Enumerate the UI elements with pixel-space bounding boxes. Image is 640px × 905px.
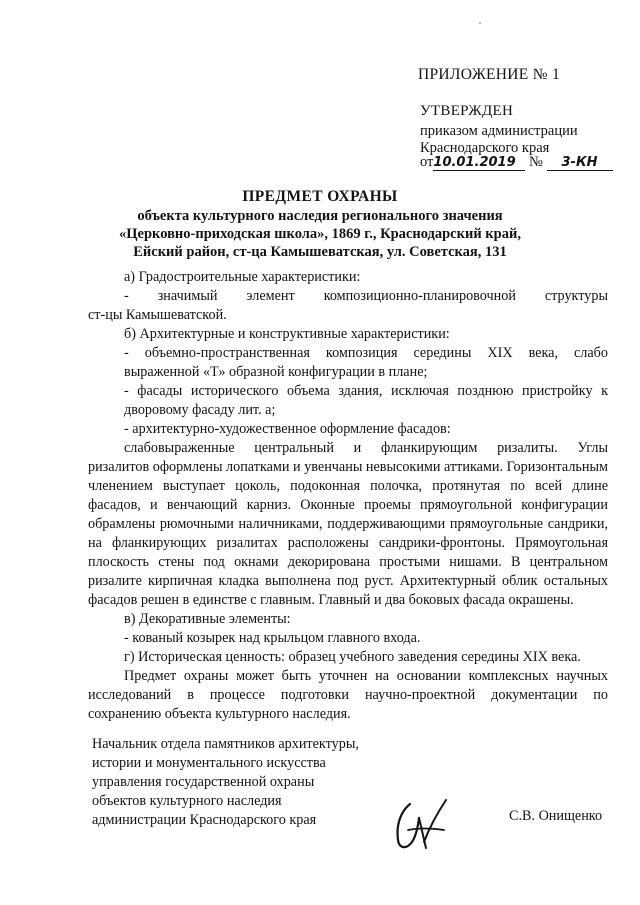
order-line-2: Краснодарского края: [420, 140, 550, 156]
number-prefix: №: [529, 154, 543, 170]
section-b-description-first: слабовыраженные центральный и фланкирующим ризалиты. Углы: [124, 440, 608, 456]
appendix-label: ПРИЛОЖЕНИЕ № 1: [418, 66, 561, 83]
section-b-heading: б) Архитектурные и конструктивные характеристики:: [124, 326, 450, 342]
signatory-line-4: объектов культурного наследия: [92, 793, 282, 809]
section-a-item-line2: ст-цы Камышеватской.: [88, 307, 227, 323]
section-c-heading: в) Декоративные элементы:: [124, 611, 291, 627]
handwritten-date: 10.01.2019: [433, 155, 525, 171]
title-line-1: объекта культурного наследия регионального значения: [137, 208, 503, 224]
signatory-line-3: управления государственной охраны: [92, 774, 315, 790]
date-prefix: от: [420, 154, 434, 170]
section-b-item-2: - фасады исторического объема здания, исключая позднюю пристройку к дворовому фасаду лит. а;: [124, 383, 608, 418]
handwritten-number: 3-КН: [547, 155, 613, 171]
approved-label: УТВЕРЖДЕН: [420, 103, 514, 119]
scan-speck: [479, 22, 481, 24]
section-b-description: ризалитов оформлены лопатками и увенчаны невысокими аттиками. Горизонтальным членением выступает цоколь, подоконная полочка, протянутая по всей длине фасадов, и венчающий карниз. Оконные проемы прямоугольной конфигурации обрамлены рюмочными наличниками, поддерживающими прямоугольные сандрики, на фланкирующих ризалитах расположены сандрики-фронтоны. Прямоугольная плоскость стены под окнами декорирована простыми нишами. В центральном ризалите кирпичная кладка выполнена под руст. Архитектурный облик остальных фасадов решен в единстве с главным. Главный и два боковых фасада окрашены.: [88, 459, 608, 608]
signatory-line-5: администрации Краснодарского края: [92, 812, 317, 828]
section-a-heading: а) Градостроительные характеристики:: [124, 269, 361, 285]
signatory-line-2: истории и монументального искусства: [92, 755, 326, 771]
order-line-1: приказом администрации: [420, 123, 578, 139]
signatory-name: С.В. Онищенко: [509, 808, 603, 824]
section-b-item-3: - архитектурно-художественное оформление фасадов:: [124, 421, 451, 437]
section-d-heading: г) Историческая ценность: образец учебного заведения середины XIX века.: [124, 649, 581, 665]
section-c-item: - кованый козырек над крыльцом главного входа.: [124, 630, 421, 646]
section-b-item-1: - объемно-пространственная композиция середины XIX века, слабо выраженной «Т» образной конфигурации в плане;: [124, 345, 608, 380]
document-title: ПРЕДМЕТ ОХРАНЫ: [242, 188, 398, 205]
signatory-line-1: Начальник отдела памятников архитектуры,: [92, 736, 359, 752]
handwritten-signature: [386, 796, 456, 856]
section-a-item-line1: - значимый элемент композиционно-планировочной структуры: [124, 288, 608, 304]
title-line-3: Ейский район, ст-ца Камышеватская, ул. Советская, 131: [133, 244, 507, 260]
closing-paragraph: Предмет охраны может быть уточнен на основании комплексных научных исследований в процессе подготовки научно-проектной документации по сохранению объекта культурного наследия.: [88, 668, 608, 722]
signatory-title: [92, 735, 359, 830]
order-date-line: [420, 154, 613, 171]
title-line-2: «Церковно-приходская школа», 1869 г., Краснодарский край,: [119, 226, 521, 242]
document-body: [88, 268, 608, 724]
